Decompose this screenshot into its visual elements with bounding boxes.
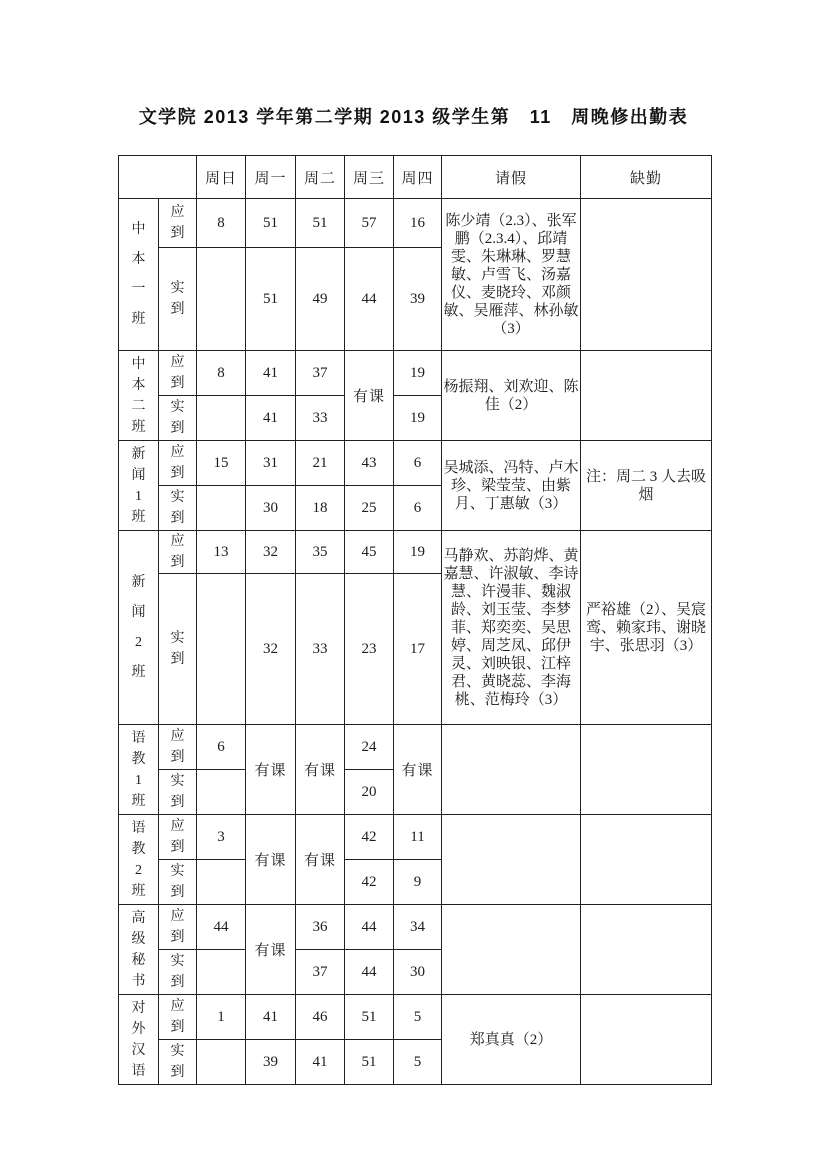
actual-value (197, 770, 246, 815)
absent-cell (581, 815, 712, 905)
actual-value: 25 (345, 486, 394, 531)
header-row (119, 156, 712, 199)
actual-value: 39 (246, 1040, 296, 1085)
actual-value: 37 (296, 950, 345, 995)
table-row (119, 441, 712, 486)
row-label-expected: 应到 (159, 199, 197, 248)
class-name-cell (119, 815, 159, 905)
actual-value: 41 (296, 1040, 345, 1085)
leave-cell: 陈少靖（2.3）、张军鹏（2.3.4）、邱靖雯、朱琳琳、罗慧敏、卢雪飞、汤嘉仪、麦晓玲、邓颜敏、吴雁萍、林孙敏（3） (442, 199, 581, 351)
actual-value: 18 (296, 486, 345, 531)
leave-cell: 杨振翔、刘欢迎、陈佳（2） (442, 351, 581, 441)
actual-value: 9 (394, 860, 442, 905)
absent-cell (581, 995, 712, 1085)
expected-value: 34 (394, 905, 442, 950)
day-header-tue: 周二 (296, 156, 345, 199)
class-name: 中本二班 (131, 356, 146, 435)
table-row (119, 815, 712, 860)
expected-value: 6 (394, 441, 442, 486)
row-label-expected: 应到 (159, 815, 197, 860)
row-label-expected: 应到 (159, 905, 197, 950)
expected-value: 24 (345, 725, 394, 770)
actual-value (197, 486, 246, 531)
expected-value: 19 (394, 531, 442, 574)
absent-cell: 严裕雄（2）、吴宸鸾、赖家玮、谢晓宇、张思羽（3） (581, 531, 712, 725)
actual-value: 51 (345, 1040, 394, 1085)
expected-value: 51 (246, 199, 296, 248)
class-name: 新闻2班 (131, 574, 146, 680)
actual-value: 6 (394, 486, 442, 531)
actual-value (197, 396, 246, 441)
expected-value: 6 (197, 725, 246, 770)
class-name-cell (119, 531, 159, 725)
class-name-cell (119, 199, 159, 351)
actual-value (197, 950, 246, 995)
table-row (119, 199, 712, 248)
row-label-expected: 应到 (159, 441, 197, 486)
actual-value (197, 574, 246, 725)
table-row (119, 531, 712, 574)
expected-value: 43 (345, 441, 394, 486)
class-name: 新闻1班 (131, 446, 146, 525)
expected-value: 51 (296, 199, 345, 248)
expected-value: 19 (394, 351, 442, 396)
class-name-cell (119, 905, 159, 995)
leave-cell (442, 725, 581, 815)
day-header-thu: 周四 (394, 156, 442, 199)
actual-value: 39 (394, 248, 442, 351)
actual-value: 20 (345, 770, 394, 815)
expected-value: 21 (296, 441, 345, 486)
expected-value: 8 (197, 199, 246, 248)
absent-cell (581, 351, 712, 441)
leave-header: 请假 (442, 156, 581, 199)
actual-value: 30 (394, 950, 442, 995)
class-name: 对外汉语 (131, 1000, 146, 1079)
actual-value: 5 (394, 1040, 442, 1085)
row-label-actual: 实到 (159, 860, 197, 905)
expected-value: 37 (296, 351, 345, 396)
absent-cell (581, 725, 712, 815)
row-label-actual: 实到 (159, 248, 197, 351)
class-name: 中本一班 (131, 221, 146, 327)
expected-value: 45 (345, 531, 394, 574)
actual-value: 19 (394, 396, 442, 441)
class-name-cell (119, 441, 159, 531)
corner-blank-cell (119, 156, 197, 199)
actual-value (197, 860, 246, 905)
row-label-actual: 实到 (159, 950, 197, 995)
absent-header: 缺勤 (581, 156, 712, 199)
has-class-cell: 有课 (246, 815, 296, 905)
absent-cell: 注：周二 3 人去吸烟 (581, 441, 712, 531)
actual-value: 33 (296, 396, 345, 441)
has-class-cell: 有课 (345, 351, 394, 441)
has-class-cell: 有课 (296, 725, 345, 815)
actual-value: 41 (246, 396, 296, 441)
day-header-wed: 周三 (345, 156, 394, 199)
leave-cell (442, 905, 581, 995)
actual-value: 49 (296, 248, 345, 351)
leave-cell: 郑真真（2） (442, 995, 581, 1085)
expected-value: 8 (197, 351, 246, 396)
actual-value: 44 (345, 950, 394, 995)
expected-value: 46 (296, 995, 345, 1040)
actual-value: 30 (246, 486, 296, 531)
has-class-cell: 有课 (246, 905, 296, 995)
class-name: 高级秘书 (131, 910, 146, 989)
expected-value: 15 (197, 441, 246, 486)
expected-value: 35 (296, 531, 345, 574)
class-name-cell (119, 351, 159, 441)
table-row (119, 905, 712, 950)
actual-value: 33 (296, 574, 345, 725)
row-label-expected: 应到 (159, 725, 197, 770)
table-row (119, 351, 712, 396)
attendance-table (118, 155, 712, 1085)
actual-value (197, 1040, 246, 1085)
expected-value: 16 (394, 199, 442, 248)
actual-value: 44 (345, 248, 394, 351)
has-class-cell: 有课 (246, 725, 296, 815)
row-label-actual: 实到 (159, 1040, 197, 1085)
expected-value: 42 (345, 815, 394, 860)
expected-value: 44 (197, 905, 246, 950)
day-header-sun: 周日 (197, 156, 246, 199)
class-name-cell (119, 995, 159, 1085)
actual-value: 32 (246, 574, 296, 725)
row-label-expected: 应到 (159, 531, 197, 574)
actual-value: 17 (394, 574, 442, 725)
row-label-actual: 实到 (159, 396, 197, 441)
expected-value: 13 (197, 531, 246, 574)
expected-value: 51 (345, 995, 394, 1040)
expected-value: 41 (246, 995, 296, 1040)
has-class-cell: 有课 (394, 725, 442, 815)
expected-value: 32 (246, 531, 296, 574)
leave-cell: 马静欢、苏韵烨、黄嘉慧、许淑敏、李诗慧、许漫菲、魏淑龄、刘玉莹、李梦菲、郑奕奕、吴思婷、周芝凤、邱伊灵、刘映银、江梓君、黄晓蕊、李海桃、范梅玲（3） (442, 531, 581, 725)
leave-cell: 吴城添、冯特、卢木珍、梁莹莹、由紫月、丁惠敏（3） (442, 441, 581, 531)
actual-value: 51 (246, 248, 296, 351)
table-row (119, 725, 712, 770)
expected-value: 44 (345, 905, 394, 950)
row-label-expected: 应到 (159, 995, 197, 1040)
class-name: 语教1班 (131, 730, 146, 809)
expected-value: 57 (345, 199, 394, 248)
page-title: 文学院 2013 学年第二学期 2013 级学生第 11 周晚修出勤表 (138, 107, 689, 127)
expected-value: 41 (246, 351, 296, 396)
absent-cell (581, 199, 712, 351)
actual-value (197, 248, 246, 351)
expected-value: 3 (197, 815, 246, 860)
class-name: 语教2班 (131, 820, 146, 899)
expected-value: 31 (246, 441, 296, 486)
leave-cell (442, 815, 581, 905)
expected-value: 36 (296, 905, 345, 950)
row-label-actual: 实到 (159, 574, 197, 725)
class-name-cell (119, 725, 159, 815)
table-row (119, 995, 712, 1040)
absent-cell (581, 905, 712, 995)
day-header-mon: 周一 (246, 156, 296, 199)
expected-value: 1 (197, 995, 246, 1040)
row-label-expected: 应到 (159, 351, 197, 396)
row-label-actual: 实到 (159, 770, 197, 815)
row-label-actual: 实到 (159, 486, 197, 531)
actual-value: 23 (345, 574, 394, 725)
actual-value: 42 (345, 860, 394, 905)
expected-value: 11 (394, 815, 442, 860)
has-class-cell: 有课 (296, 815, 345, 905)
expected-value: 5 (394, 995, 442, 1040)
